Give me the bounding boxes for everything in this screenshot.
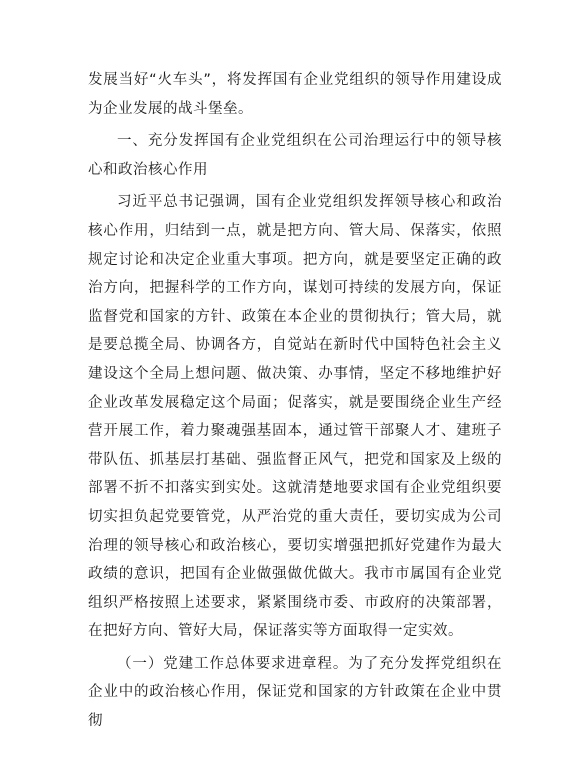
document-body bbox=[88, 66, 502, 736]
paragraph-continuation: 发展当好“火车头”，将发挥国有企业党组织的领导作用建设成为企业发展的战斗堡垒。 bbox=[88, 72, 502, 117]
body-paragraph: 习近平总书记强调，国有企业党组织发挥领导核心和政治核心作用，归结到一点，就是把方向、管大局、保落实，依照规定讨论和决定企业重大事项。把方向，就是要坚定正确的政治方向，把握科学的工作方向，谋划可持续的发展方向，保证监督党和国家的方针、政策在本企业的贯彻执行；管大局，就是要总揽全局、协调各方，自觉站在新时代中国特色社会主义建设这个全局上想问题、做决策、办事情，坚定不移地维护好企业改革发展稳定这个局面；促落实，就是要围绕企业生产经营开展工作，着力聚魂强基固本，通过管干部聚人才、建班子带队伍、抓基层打基础、强监督正风气，把党和国家及上级的部署不折不扣落实到实处。这就清楚地要求国有企业党组织要切实担负起党要管党，从严治党的重大责任，要切实成为公司治理的领导核心和政治核心，要切实增强把抓好党建作为最大政绩的意识，把国有企业做强做优做大。我市市属国有企业党组织严格按照上述要求，紧紧围绕市委、市政府的决策部署，在把好方向、管好大局，保证落实等方面取得一定实效。 bbox=[88, 194, 502, 640]
section-heading: 一、充分发挥国有企业党组织在公司治理运行中的领导核心和政治核心作用 bbox=[88, 133, 502, 178]
body-paragraph: （一）党建工作总体要求进章程。为了充分发挥党组织在企业中的政治核心作用，保证党和国家的方针政策在企业中贯彻 bbox=[88, 655, 502, 730]
